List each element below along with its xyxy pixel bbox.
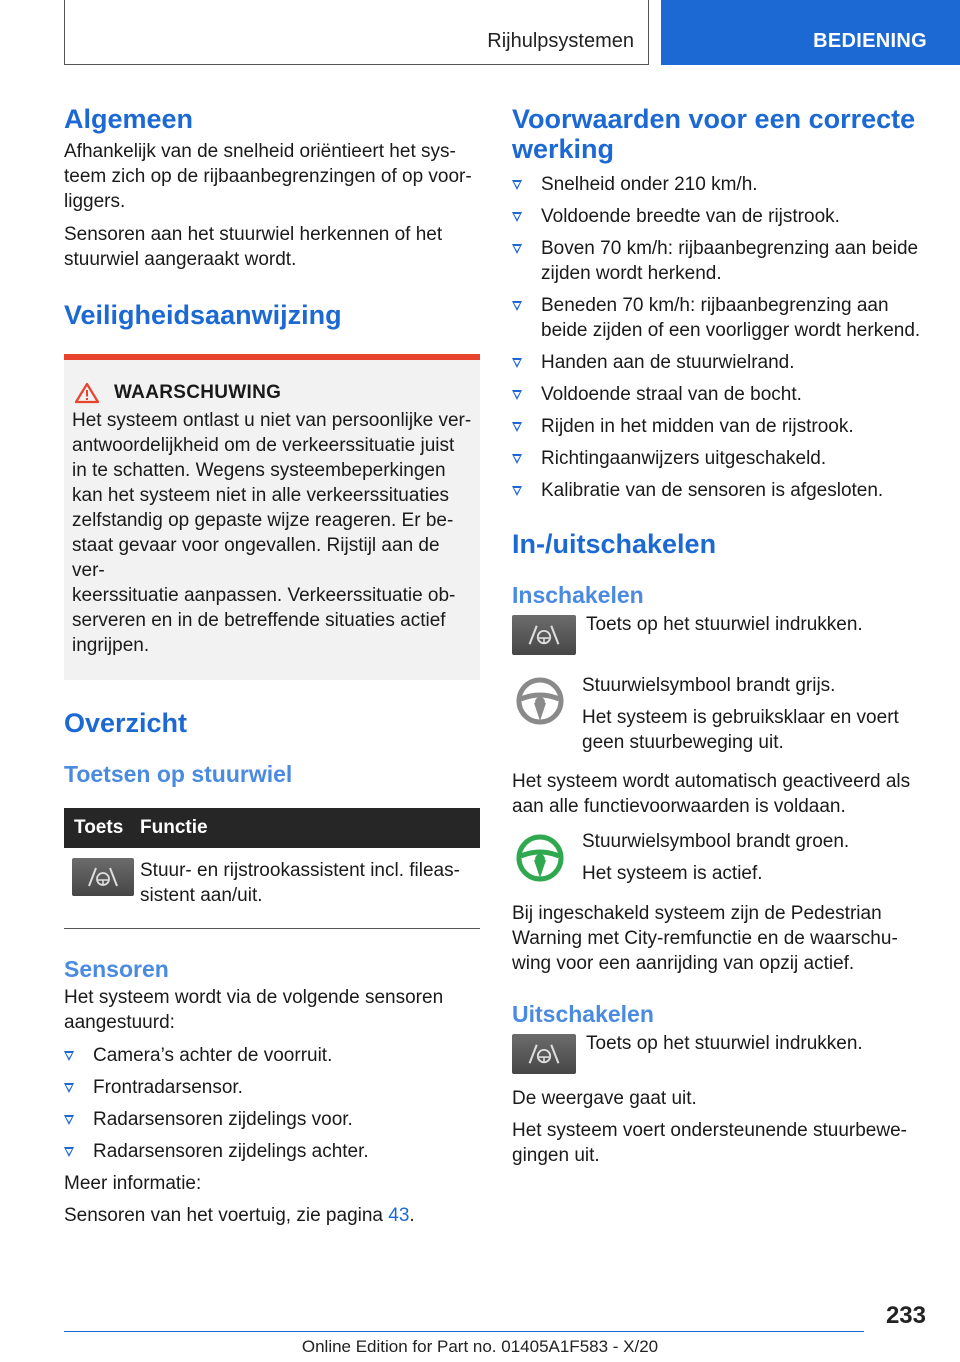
green-symbol-text: Stuurwielsymbool brandt groen. Het systeem is actief.	[582, 831, 850, 884]
heading-inschakelen: Inschakelen	[512, 582, 644, 608]
left-column	[64, 100, 480, 1228]
list-item: Handen aan de stuurwielrand.	[512, 350, 928, 375]
pedestrian-warning-text: Bij ingeschakeld systeem zijn de Pedestrian Warning met City-remfunctie en de waarschu- wing voor een aanrijding van opzij actief.	[512, 903, 898, 974]
voorwaarden-list	[512, 172, 928, 503]
display-off-text: De weergave gaat uit.	[512, 1088, 697, 1109]
steering-wheel-green-icon	[512, 829, 576, 887]
list-item: Radarsensoren zijdelings voor.	[64, 1107, 480, 1132]
heading-veiligheid: Veiligheidsaanwijzing	[64, 300, 342, 330]
list-item: Voldoende breedte van de rijstrook.	[512, 204, 928, 229]
algemeen-p2: Sensoren aan het stuurwiel herkennen of het stuurwiel aangeraakt wordt.	[64, 224, 443, 270]
inschakelen-press-text: Toets op het stuurwiel indrukken.	[586, 614, 863, 635]
footer-divider	[64, 1331, 864, 1332]
sensoren-intro: Het systeem wordt via de volgende sensoren aangestuurd:	[64, 987, 444, 1033]
steering-wheel-grey-icon	[512, 673, 576, 729]
list-item: Camera’s achter de voorruit.	[64, 1043, 480, 1068]
heading-in-uitschakelen: In-/uitschakelen	[512, 529, 717, 559]
green-symbol-row	[512, 829, 928, 887]
heading-uitschakelen: Uitschakelen	[512, 1001, 654, 1027]
buttons-table	[64, 808, 480, 929]
lane-assist-button-image	[512, 1034, 576, 1074]
grey-symbol-row	[512, 673, 928, 755]
right-column	[512, 100, 928, 1168]
list-item: Voldoende straal van de bocht.	[512, 382, 928, 407]
inschakelen-press-row	[512, 615, 928, 655]
bullet-triangle-icon	[512, 486, 522, 496]
list-item: Snelheid onder 210 km/h.	[512, 172, 928, 197]
lane-assist-button-image	[72, 858, 134, 896]
lane-assist-icon	[512, 615, 576, 655]
page-link-43[interactable]: 43	[388, 1205, 410, 1226]
sensoren-more: Meer informatie:	[64, 1173, 202, 1194]
support-steering-text: Het systeem voert ondersteunende stuurbewe- gingen uit.	[512, 1120, 907, 1166]
bullet-triangle-icon	[512, 301, 522, 311]
bullet-triangle-icon	[512, 212, 522, 222]
table-header-row	[64, 808, 480, 848]
table-row	[64, 848, 480, 929]
grey-symbol-text: Stuurwielsymbool brandt grijs. Het systeem is gebruiksklaar en voert geen stuurbeweging uit.	[582, 675, 899, 753]
footer-edition: Online Edition for Part no. 01405A1F583 - X/20	[301, 1337, 659, 1356]
header-section-title: BEDIENING	[813, 30, 927, 52]
bullet-triangle-icon	[512, 390, 522, 400]
list-item: Rijden in het midden van de rijstrook.	[512, 414, 928, 439]
page-number: 233	[885, 1302, 926, 1329]
sensoren-list	[64, 1043, 480, 1164]
auto-activation-text: Het systeem wordt automatisch geactiveerd als aan alle functievoorwaarden is voldaan.	[512, 771, 911, 817]
warning-triangle-icon	[74, 382, 100, 404]
warning-header	[72, 382, 472, 404]
uitschakelen-press-row	[512, 1034, 928, 1074]
heading-overzicht: Overzicht	[64, 708, 188, 738]
algemeen-p1: Afhankelijk van de snelheid oriëntieert het sys- teem zich op de rijbaanbegrenzingen of op voor- liggers.	[64, 141, 472, 212]
lane-assist-icon	[72, 858, 134, 896]
table-header-toets: Toets	[64, 808, 140, 848]
list-item: Frontradarsensor.	[64, 1075, 480, 1100]
bullet-triangle-icon	[64, 1083, 74, 1093]
warning-title: WAARSCHUWING	[114, 382, 282, 403]
bullet-triangle-icon	[512, 180, 522, 190]
table-cell-functie: Stuur- en rijstrookassistent incl. fileas- sistent aan/uit.	[140, 848, 480, 929]
table-cell-toets	[64, 848, 140, 929]
bullet-triangle-icon	[512, 422, 522, 432]
list-item: Kalibratie van de sensoren is afgesloten.	[512, 478, 928, 503]
list-item: Boven 70 km/h: rijbaanbegrenzing aan beide zijden wordt herkend.	[512, 236, 928, 286]
subheading-toetsen: Toetsen op stuurwiel	[64, 761, 293, 787]
bullet-triangle-icon	[64, 1051, 74, 1061]
bullet-triangle-icon	[512, 358, 522, 368]
warning-text: Het systeem ontlast u niet van persoonlijke ver- antwoordelijkheid om de verkeerssituatie juist in te schatten. Wegens systeembeperkingen kan het systeem niet in alle verkeerssituaties zelfstandig op gepaste wijze reageren. Er be- staat gevaar voor ongevallen. Rijstijl aan de ver- keerssituatie aanpassen. Verkeerssituatie ob- serveren en in de betreffende situaties actief ingrijpen.	[72, 410, 472, 656]
warning-box	[64, 354, 480, 680]
bullet-triangle-icon	[512, 454, 522, 464]
lane-assist-icon	[512, 1034, 576, 1074]
list-item: Radarsensoren zijdelings achter.	[64, 1139, 480, 1164]
header-section-tab[interactable]	[661, 0, 960, 65]
bullet-triangle-icon	[64, 1147, 74, 1157]
heading-sensoren: Sensoren	[64, 956, 169, 982]
uitschakelen-press-text: Toets op het stuurwiel indrukken.	[586, 1033, 863, 1054]
lane-assist-button-image	[512, 615, 576, 655]
heading-voorwaarden: Voorwaarden voor een correcte werking	[512, 104, 916, 164]
heading-algemeen: Algemeen	[64, 104, 194, 134]
header-chapter-title: Rijhulpsystemen	[487, 30, 634, 52]
bullet-triangle-icon	[64, 1115, 74, 1125]
list-item: Richtingaanwijzers uitgeschakeld.	[512, 446, 928, 471]
table-header-functie: Functie	[140, 808, 480, 848]
bullet-triangle-icon	[512, 244, 522, 254]
list-item: Beneden 70 km/h: rijbaanbegrenzing aan beide zijden of een voorligger wordt herkend.	[512, 293, 928, 343]
header-chapter-box	[64, 0, 649, 65]
sensoren-reference: Sensoren van het voertuig, zie pagina 43.	[64, 1205, 415, 1226]
